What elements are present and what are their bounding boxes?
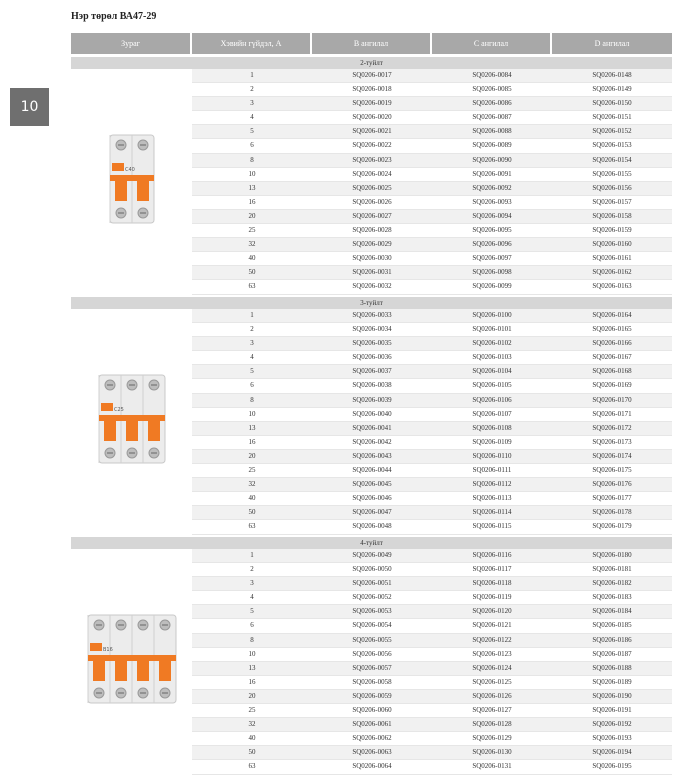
cell-class-d: SQ0206-0165: [592, 325, 632, 334]
cell-class-c: SQ0206-0087: [472, 113, 512, 122]
cell-class-c: SQ0206-0118: [472, 579, 512, 588]
cell-class-c: SQ0206-0119: [472, 593, 512, 602]
cell-class-c: SQ0206-0127: [472, 706, 512, 715]
photo-cell: [71, 309, 192, 535]
header-photo: Зураг: [71, 33, 192, 54]
cell-class-c: SQ0206-0124: [472, 663, 512, 672]
header-class-b: B ангилал: [312, 33, 432, 54]
cell-current: 16: [248, 437, 256, 446]
cell-class-d: SQ0206-0184: [592, 607, 632, 616]
cell-class-c: SQ0206-0105: [472, 381, 512, 390]
cell-class-c: SQ0206-0096: [472, 240, 512, 249]
cell-class-b: SQ0206-0058: [352, 677, 392, 686]
cell-current: 32: [248, 480, 256, 489]
cell-class-b: SQ0206-0054: [352, 621, 392, 630]
cell-class-b: SQ0206-0039: [352, 395, 392, 404]
group-section: [71, 537, 672, 775]
cell-current: 50: [248, 268, 256, 277]
cell-class-d: SQ0206-0174: [592, 451, 632, 460]
cell-current: 13: [248, 663, 256, 672]
cell-class-c: SQ0206-0095: [472, 226, 512, 235]
cell-class-d: SQ0206-0180: [592, 551, 632, 559]
table-row: [192, 323, 672, 337]
cell-class-c: SQ0206-0084: [472, 71, 512, 79]
cell-class-b: SQ0206-0057: [352, 663, 392, 672]
cell-current: 25: [248, 466, 256, 475]
cell-class-b: SQ0206-0025: [352, 183, 392, 192]
cell-class-d: SQ0206-0189: [592, 677, 632, 686]
breaker-icon: [105, 131, 159, 227]
cell-class-c: SQ0206-0089: [472, 141, 512, 150]
cell-class-b: SQ0206-0019: [352, 99, 392, 108]
cell-class-d: SQ0206-0183: [592, 593, 632, 602]
cell-class-d: SQ0206-0178: [592, 508, 632, 517]
cell-class-b: SQ0206-0027: [352, 211, 392, 220]
table-row: [192, 125, 672, 139]
cell-class-b: SQ0206-0061: [352, 720, 392, 729]
page-number-badge: 10: [10, 88, 49, 126]
cell-class-d: SQ0206-0155: [592, 169, 632, 178]
table-row: [192, 732, 672, 746]
cell-class-b: SQ0206-0028: [352, 226, 392, 235]
table-row: [192, 365, 672, 379]
cell-class-c: SQ0206-0103: [472, 353, 512, 362]
cell-class-b: SQ0206-0064: [352, 762, 392, 771]
cell-current: 32: [248, 720, 256, 729]
cell-class-b: SQ0206-0030: [352, 254, 392, 263]
cell-current: 32: [248, 240, 256, 249]
cell-class-b: SQ0206-0026: [352, 197, 392, 206]
cell-class-b: SQ0206-0050: [352, 565, 392, 574]
cell-class-b: SQ0206-0047: [352, 508, 392, 517]
cell-class-c: SQ0206-0113: [472, 494, 512, 503]
cell-class-d: SQ0206-0191: [592, 706, 632, 715]
table-row: [192, 450, 672, 464]
cell-current: 1: [250, 71, 254, 79]
table-row: [192, 97, 672, 111]
cell-class-c: SQ0206-0126: [472, 691, 512, 700]
cell-class-d: SQ0206-0181: [592, 565, 632, 574]
header-class-c: C ангилал: [432, 33, 552, 54]
cell-class-b: SQ0206-0022: [352, 141, 392, 150]
table-row: [192, 549, 672, 563]
table-row: [192, 210, 672, 224]
cell-class-d: SQ0206-0156: [592, 183, 632, 192]
cell-class-b: SQ0206-0042: [352, 437, 392, 446]
cell-class-c: SQ0206-0111: [472, 466, 512, 475]
cell-class-b: SQ0206-0051: [352, 579, 392, 588]
cell-class-d: SQ0206-0190: [592, 691, 632, 700]
cell-current: 6: [250, 381, 254, 390]
cell-class-d: SQ0206-0179: [592, 522, 632, 531]
group-title: 3-туйлт: [71, 297, 672, 309]
cell-class-d: SQ0206-0164: [592, 311, 632, 319]
table-row: [192, 619, 672, 633]
cell-current: 5: [250, 367, 254, 376]
table-row: [192, 351, 672, 365]
table-row: [192, 760, 672, 774]
table-row: [192, 436, 672, 450]
cell-class-c: SQ0206-0128: [472, 720, 512, 729]
table-row: [192, 280, 672, 294]
cell-class-d: SQ0206-0175: [592, 466, 632, 475]
cell-class-c: SQ0206-0115: [472, 522, 512, 531]
cell-class-c: SQ0206-0130: [472, 748, 512, 757]
cell-current: 6: [250, 621, 254, 630]
table-row: [192, 394, 672, 408]
cell-current: 63: [248, 762, 256, 771]
cell-class-b: SQ0206-0044: [352, 466, 392, 475]
cell-current: 4: [250, 113, 254, 122]
table-row: [192, 266, 672, 280]
cell-current: 20: [248, 451, 256, 460]
cell-class-c: SQ0206-0090: [472, 155, 512, 164]
table-row: [192, 309, 672, 323]
cell-class-d: SQ0206-0194: [592, 748, 632, 757]
cell-class-b: SQ0206-0048: [352, 522, 392, 531]
cell-class-d: SQ0206-0167: [592, 353, 632, 362]
table-row: [192, 139, 672, 153]
cell-class-d: SQ0206-0168: [592, 367, 632, 376]
cell-class-d: SQ0206-0195: [592, 762, 632, 771]
cell-class-c: SQ0206-0122: [472, 635, 512, 644]
cell-class-b: SQ0206-0040: [352, 409, 392, 418]
cell-class-b: SQ0206-0031: [352, 268, 392, 277]
cell-current: 16: [248, 677, 256, 686]
cell-class-d: SQ0206-0170: [592, 395, 632, 404]
cell-class-b: SQ0206-0032: [352, 282, 392, 291]
photo-cell: [71, 549, 192, 775]
cell-current: 8: [250, 395, 254, 404]
cell-class-b: SQ0206-0029: [352, 240, 392, 249]
cell-current: 25: [248, 226, 256, 235]
cell-class-b: SQ0206-0024: [352, 169, 392, 178]
cell-current: 5: [250, 607, 254, 616]
cell-class-c: SQ0206-0098: [472, 268, 512, 277]
cell-class-c: SQ0206-0106: [472, 395, 512, 404]
cell-class-b: SQ0206-0043: [352, 451, 392, 460]
table-row: [192, 718, 672, 732]
cell-class-c: SQ0206-0091: [472, 169, 512, 178]
cell-class-d: SQ0206-0154: [592, 155, 632, 164]
cell-class-c: SQ0206-0092: [472, 183, 512, 192]
cell-class-b: SQ0206-0035: [352, 339, 392, 348]
cell-class-c: SQ0206-0112: [472, 480, 512, 489]
group-section: [71, 57, 672, 295]
cell-class-b: SQ0206-0034: [352, 325, 392, 334]
cell-class-d: SQ0206-0163: [592, 282, 632, 291]
group-title: 4-туйлт: [71, 537, 672, 549]
cell-class-d: SQ0206-0185: [592, 621, 632, 630]
cell-current: 1: [250, 551, 254, 559]
table-row: [192, 634, 672, 648]
table-row: [192, 337, 672, 351]
cell-class-c: SQ0206-0093: [472, 197, 512, 206]
cell-current: 50: [248, 748, 256, 757]
cell-current: 20: [248, 691, 256, 700]
cell-class-c: SQ0206-0102: [472, 339, 512, 348]
breaker-icon: [94, 371, 170, 467]
cell-class-d: SQ0206-0176: [592, 480, 632, 489]
cell-class-b: SQ0206-0017: [352, 71, 392, 79]
table-row: [192, 506, 672, 520]
cell-class-d: SQ0206-0177: [592, 494, 632, 503]
table-row: [192, 690, 672, 704]
2-pole-breaker-icon: [105, 131, 159, 231]
cell-class-d: SQ0206-0193: [592, 734, 632, 743]
table-row: [192, 648, 672, 662]
cell-class-d: SQ0206-0171: [592, 409, 632, 418]
table-row: [192, 492, 672, 506]
table-row: [192, 577, 672, 591]
cell-class-d: SQ0206-0160: [592, 240, 632, 249]
cell-current: 63: [248, 282, 256, 291]
table-row: [192, 111, 672, 125]
header-class-d: D ангилал: [552, 33, 672, 54]
table-row: [192, 238, 672, 252]
cell-class-d: SQ0206-0188: [592, 663, 632, 672]
cell-class-c: SQ0206-0107: [472, 409, 512, 418]
cell-class-c: SQ0206-0121: [472, 621, 512, 630]
cell-current: 13: [248, 423, 256, 432]
cell-class-b: SQ0206-0056: [352, 649, 392, 658]
cell-class-b: SQ0206-0018: [352, 85, 392, 94]
cell-current: 25: [248, 706, 256, 715]
cell-class-d: SQ0206-0158: [592, 211, 632, 220]
cell-current: 5: [250, 127, 254, 136]
cell-current: 20: [248, 211, 256, 220]
cell-current: 2: [250, 565, 254, 574]
table-row: [192, 676, 672, 690]
cell-current: 50: [248, 508, 256, 517]
cell-class-d: SQ0206-0192: [592, 720, 632, 729]
cell-class-c: SQ0206-0108: [472, 423, 512, 432]
cell-class-c: SQ0206-0099: [472, 282, 512, 291]
cell-current: 8: [250, 155, 254, 164]
cell-class-c: SQ0206-0104: [472, 367, 512, 376]
cell-class-b: SQ0206-0052: [352, 593, 392, 602]
cell-class-c: SQ0206-0131: [472, 762, 512, 771]
cell-class-b: SQ0206-0033: [352, 311, 392, 319]
cell-current: 40: [248, 734, 256, 743]
cell-class-c: SQ0206-0129: [472, 734, 512, 743]
group-title: 2-туйлт: [71, 57, 672, 69]
cell-class-c: SQ0206-0094: [472, 211, 512, 220]
cell-current: 3: [250, 339, 254, 348]
cell-current: 13: [248, 183, 256, 192]
cell-class-b: SQ0206-0063: [352, 748, 392, 757]
cell-class-d: SQ0206-0182: [592, 579, 632, 588]
table-row: [192, 704, 672, 718]
cell-class-d: SQ0206-0152: [592, 127, 632, 136]
breaker-rating-label: C40: [125, 167, 135, 173]
cell-class-d: SQ0206-0166: [592, 339, 632, 348]
cell-class-c: SQ0206-0125: [472, 677, 512, 686]
cell-class-d: SQ0206-0173: [592, 437, 632, 446]
cell-current: 4: [250, 353, 254, 362]
table-row: [192, 69, 672, 83]
table-row: [192, 591, 672, 605]
page-title: Нэр төрөл ВА47-29: [71, 11, 157, 22]
cell-current: 3: [250, 579, 254, 588]
cell-current: 10: [248, 169, 256, 178]
cell-class-b: SQ0206-0055: [352, 635, 392, 644]
cell-class-c: SQ0206-0086: [472, 99, 512, 108]
header-current: Хэвийн гүйдэл, А: [192, 33, 312, 54]
cell-current: 2: [250, 85, 254, 94]
cell-class-d: SQ0206-0159: [592, 226, 632, 235]
cell-class-b: SQ0206-0062: [352, 734, 392, 743]
cell-class-b: SQ0206-0038: [352, 381, 392, 390]
cell-class-c: SQ0206-0100: [472, 311, 512, 319]
cell-current: 2: [250, 325, 254, 334]
cell-class-c: SQ0206-0116: [472, 551, 512, 559]
table-row: [192, 464, 672, 478]
cell-class-b: SQ0206-0060: [352, 706, 392, 715]
breaker-rating-label: C25: [114, 407, 124, 413]
cell-current: 1: [250, 311, 254, 319]
cell-class-d: SQ0206-0157: [592, 197, 632, 206]
table-row: [192, 83, 672, 97]
cell-class-b: SQ0206-0023: [352, 155, 392, 164]
cell-class-b: SQ0206-0045: [352, 480, 392, 489]
table-row: [192, 252, 672, 266]
table-row: [192, 154, 672, 168]
cell-current: 6: [250, 141, 254, 150]
breaker-rating-label: B16: [103, 647, 113, 653]
cell-current: 40: [248, 254, 256, 263]
cell-class-b: SQ0206-0021: [352, 127, 392, 136]
cell-class-b: SQ0206-0037: [352, 367, 392, 376]
group-section: [71, 297, 672, 535]
cell-class-d: SQ0206-0153: [592, 141, 632, 150]
cell-class-c: SQ0206-0085: [472, 85, 512, 94]
table-row: [192, 520, 672, 534]
cell-current: 4: [250, 593, 254, 602]
cell-class-c: SQ0206-0120: [472, 607, 512, 616]
cell-current: 10: [248, 649, 256, 658]
table-row: [192, 605, 672, 619]
cell-class-c: SQ0206-0109: [472, 437, 512, 446]
table-row: [192, 746, 672, 760]
breaker-icon: [83, 611, 181, 707]
cell-current: 3: [250, 99, 254, 108]
cell-current: 10: [248, 409, 256, 418]
table-row: [192, 662, 672, 676]
cell-class-d: SQ0206-0172: [592, 423, 632, 432]
cell-class-d: SQ0206-0161: [592, 254, 632, 263]
table-row: [192, 224, 672, 238]
cell-current: 8: [250, 635, 254, 644]
table-row: [192, 408, 672, 422]
cell-current: 16: [248, 197, 256, 206]
cell-class-c: SQ0206-0123: [472, 649, 512, 658]
cell-class-b: SQ0206-0041: [352, 423, 392, 432]
table-row: [192, 196, 672, 210]
table-row: [192, 379, 672, 393]
cell-class-c: SQ0206-0097: [472, 254, 512, 263]
cell-class-d: SQ0206-0151: [592, 113, 632, 122]
cell-class-d: SQ0206-0187: [592, 649, 632, 658]
cell-class-d: SQ0206-0148: [592, 71, 632, 79]
cell-class-d: SQ0206-0162: [592, 268, 632, 277]
4-pole-breaker-icon: [83, 611, 181, 711]
cell-class-c: SQ0206-0101: [472, 325, 512, 334]
cell-class-b: SQ0206-0036: [352, 353, 392, 362]
cell-class-d: SQ0206-0149: [592, 85, 632, 94]
table-row: [192, 478, 672, 492]
cell-class-b: SQ0206-0046: [352, 494, 392, 503]
cell-current: 40: [248, 494, 256, 503]
cell-class-d: SQ0206-0150: [592, 99, 632, 108]
cell-class-c: SQ0206-0117: [472, 565, 512, 574]
photo-cell: [71, 69, 192, 295]
cell-class-c: SQ0206-0110: [472, 451, 512, 460]
cell-class-c: SQ0206-0114: [472, 508, 512, 517]
cell-class-c: SQ0206-0088: [472, 127, 512, 136]
table-row: [192, 422, 672, 436]
cell-current: 63: [248, 522, 256, 531]
cell-class-b: SQ0206-0053: [352, 607, 392, 616]
cell-class-b: SQ0206-0059: [352, 691, 392, 700]
3-pole-breaker-icon: [94, 371, 170, 471]
cell-class-b: SQ0206-0049: [352, 551, 392, 559]
cell-class-b: SQ0206-0020: [352, 113, 392, 122]
cell-class-d: SQ0206-0169: [592, 381, 632, 390]
cell-class-d: SQ0206-0186: [592, 635, 632, 644]
table-row: [192, 182, 672, 196]
table-row: [192, 563, 672, 577]
table-header: [71, 33, 672, 54]
table-row: [192, 168, 672, 182]
